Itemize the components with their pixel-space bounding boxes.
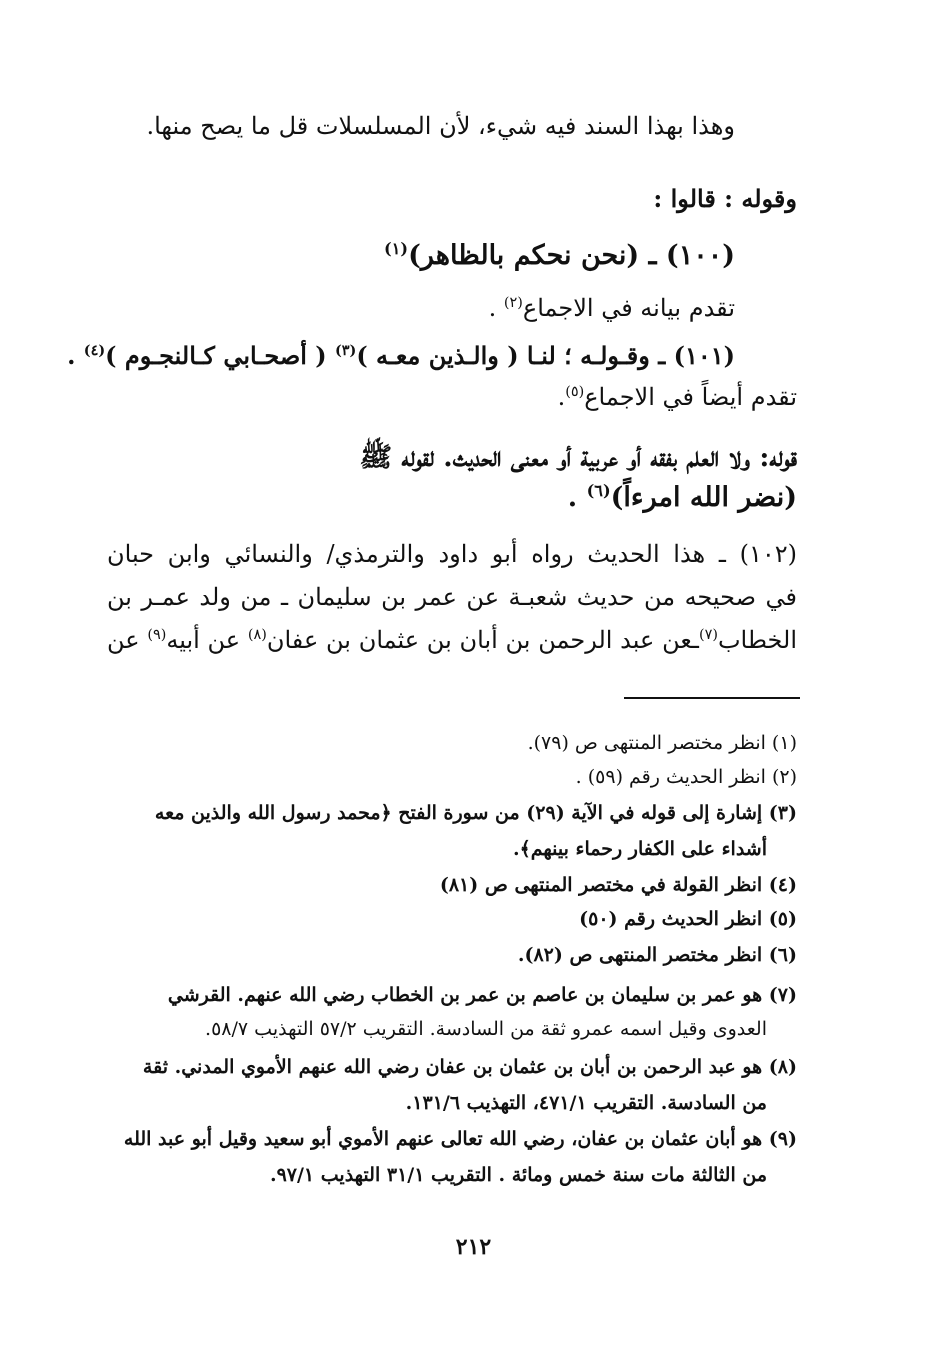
text-line-6-content: تقدم أيضاً في الاجماع [584, 383, 797, 411]
text-line-4 [489, 294, 735, 322]
footnote-ref-3: (٣) [334, 342, 357, 359]
footnote-4-text: (٤) انظر القولة في مختصر المنتهى ص (٨١) [439, 874, 797, 896]
heading-100 [384, 240, 735, 271]
footnote-4 [440, 874, 797, 896]
text-line-4-content: تقدم بيانه في الاجماع [522, 294, 735, 322]
page-number: ٢١٢ [455, 1234, 492, 1260]
footnote-7-text-1: (٧) هو عمر بن سليمان بن عاصم بن عمر بن الخطاب رضي الله عنهم. القرشي [167, 984, 797, 1006]
bold-statement-hadith: (نضر الله امرءاً) [610, 482, 797, 513]
footnote-5-text: (٥) انظر الحديث رقم (٥٠) [579, 908, 797, 930]
text-line-6 [558, 383, 797, 411]
paragraph-102-line-1 [107, 540, 797, 568]
paragraph-102-line-3-part2: ـعن عبد الرحمن بن أبان بن عثمان بن عفان [266, 626, 699, 654]
footnote-2-text: (٢) انظر الحديث رقم (٥٩) . [575, 766, 797, 788]
footnote-6 [518, 944, 797, 966]
footnote-7-line-2 [205, 1018, 767, 1040]
footnote-7-line-1 [107, 984, 797, 1006]
paragraph-102-line-3-part3: عن أبيه [166, 626, 248, 654]
footnote-1-text: (١) انظر مختصر المنتهى ص (٧٩). [527, 732, 797, 754]
paragraph-102-line-2 [107, 583, 797, 611]
text-line-1 [146, 112, 735, 140]
bold-statement-end: . [567, 482, 587, 513]
footnote-8-text-1: (٨) هو عبد الرحمن بن أبان بن عثمان بن عفان رضي الله عنهم الأموي المدني. ثقة [142, 1056, 797, 1078]
heading-100-text: (١٠٠) ـ (نحن نحكم بالظاهر) [408, 240, 735, 271]
footnote-separator [624, 697, 800, 699]
footnote-ref-8: (٨) [247, 627, 267, 643]
paragraph-102-line-3-part1: الخطاب [717, 626, 798, 654]
paragraph-102-line-3 [107, 626, 797, 654]
footnote-ref-4: (٤) [83, 342, 106, 359]
paragraph-102-line-3-part4: عن [107, 626, 148, 654]
footnote-8-line-2 [406, 1092, 767, 1114]
bold-statement-line-2 [568, 482, 797, 513]
footnote-3-line-2 [513, 838, 767, 860]
footnote-9-text-1: (٩) هو أبان عثمان بن عفان، رضي الله تعالى عنهم الأموي أبو سعيد وقيل أبو عبد الله [123, 1128, 797, 1150]
footnote-1 [528, 732, 797, 754]
heading-101-end: . [67, 341, 84, 370]
text-line-4-end: . [488, 294, 504, 322]
text-line-2 [653, 184, 797, 213]
footnote-9-line-1 [107, 1128, 797, 1150]
heading-101-part1: (١٠١) ـ وقـولـه ؛ لنـا ( والـذين معـه ) [356, 341, 735, 370]
heading-101-part2: ( أصحـابي كـالنجـوم ) [105, 341, 335, 370]
footnote-5 [579, 908, 797, 930]
footnote-6-text: (٦) انظر مختصر المنتهى ص (٨٢). [517, 944, 797, 966]
text-line-6-end: . [557, 383, 566, 411]
footnote-3-text-2: أشداء على الكفار رحماء بينهم﴾. [513, 838, 767, 860]
footnote-3-text-1: (٣) إشارة إلى قوله في الآية (٢٩) من سورة الفتح ﴿محمد رسول الله والذين معه [154, 802, 797, 824]
footnote-ref-2: (٢) [503, 295, 523, 311]
footnote-9-text-2: من الثالثة مات سنة خمس ومائة . التقريب ٣١/١ التهذيب ٩٧/١. [269, 1164, 767, 1186]
footnote-ref-7: (٧) [698, 627, 718, 643]
bold-statement-line-1 [359, 440, 797, 480]
footnote-8-line-1 [107, 1056, 797, 1078]
text-line-2-content: وقوله : قالوا : [653, 184, 797, 213]
text-line-1-content: وهذا بهذا السند فيه شيء، لأن المسلسلات قل ما يصح منها. [146, 112, 735, 140]
footnote-2 [576, 766, 797, 788]
paragraph-102-line-2-content: في صحيحه من حديث شعبـة عن عمر بن سليمان ـ من ولد عمـر بن [107, 583, 797, 611]
footnote-3-line-1 [107, 802, 797, 824]
footnote-ref-6: (٦) [586, 481, 611, 500]
heading-101 [67, 341, 735, 370]
footnote-ref-5: (٥) [565, 384, 585, 400]
footnote-7-text-2: العدوى وقيل اسمه عمرو ثقة من السادسة. التقريب ٥٧/٢ التهذيب ٥٨/٧. [205, 1018, 767, 1040]
paragraph-102-line-1-content: (١٠٢) ـ هذا الحديث رواه أبو داود والترمذي/ والنسائي وابن حبان [107, 540, 797, 568]
footnote-ref-1: (١) [384, 239, 409, 258]
footnote-8-text-2: من السادسة. التقريب ٤٧١/١، التهذيب ١٣١/٦. [405, 1092, 767, 1114]
bold-statement-text: قوله: ولا العلم بفقه أو عربية أو معنى الحديث. لقوله ﷺ [359, 442, 797, 473]
footnote-9-line-2 [270, 1164, 767, 1186]
footnote-ref-9: (٩) [147, 627, 167, 643]
